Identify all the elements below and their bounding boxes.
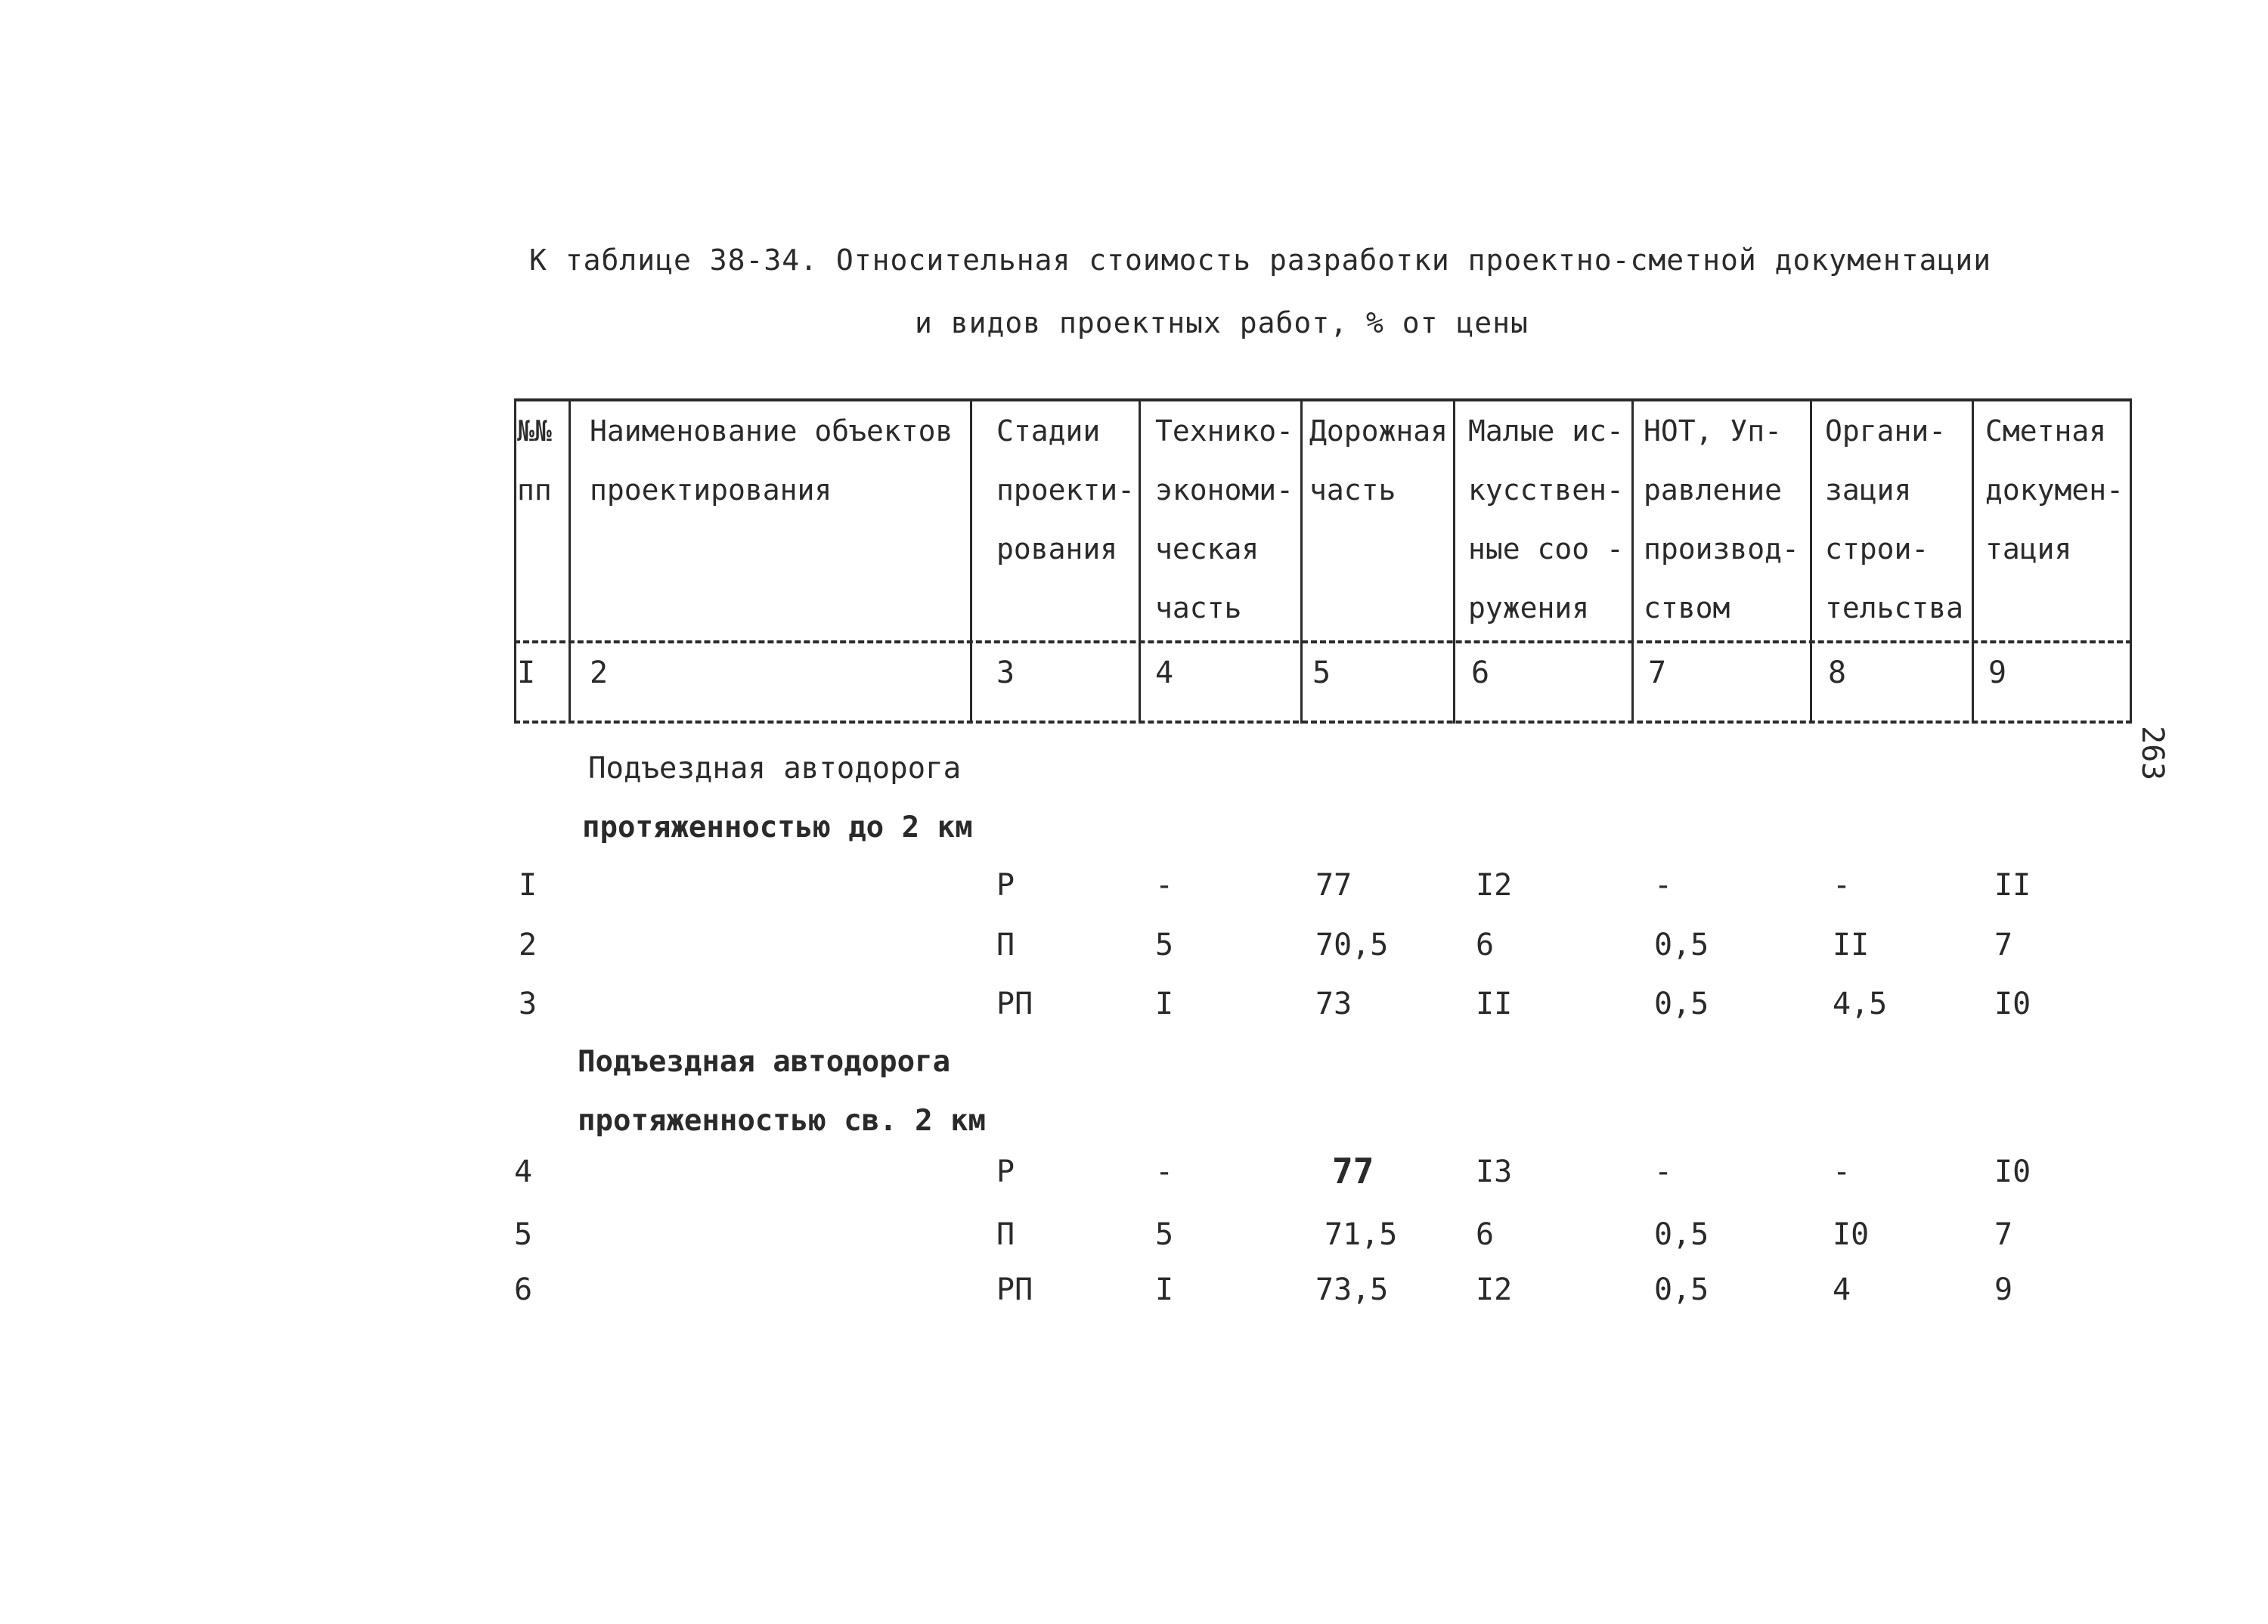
cell-stage: РП (996, 1272, 1033, 1307)
header-object-name: Наименование объектов проектирования (590, 414, 953, 507)
row-number: 3 (519, 987, 538, 1021)
cell-road: 73,5 (1315, 1272, 1389, 1307)
cell-management: 0,5 (1654, 987, 1709, 1021)
cell-management: 0,5 (1654, 1272, 1709, 1307)
col-rule (1139, 398, 1141, 724)
cell-stage: П (996, 928, 1015, 962)
table-caption-line-2: и видов проектных работ, % от цены (915, 306, 1529, 339)
header-small-structures: Малые ис- кусствен- ные соо - ружения (1468, 414, 1624, 624)
cell-road: 73 (1315, 987, 1352, 1021)
cell-estimate: I0 (1994, 987, 2031, 1021)
cell-structures: 6 (1476, 1217, 1495, 1252)
column-number: I (517, 655, 536, 690)
header-construction-organization: Органи- зация строи- тельства (1825, 414, 1964, 624)
cell-estimate: I0 (1994, 1154, 2031, 1189)
cell-stage: Р (996, 868, 1015, 903)
header-production-management: НОТ, Уп- равление производ- ством (1644, 414, 1799, 624)
cell-feasibility: I (1155, 1272, 1174, 1307)
cell-management: 0,5 (1654, 928, 1709, 962)
page-number: 263 (2135, 726, 2170, 781)
table-bottom-rule (514, 721, 2132, 724)
cell-structures: I2 (1476, 1272, 1513, 1307)
table-header (514, 398, 2132, 724)
cell-road: 77 (1315, 868, 1352, 903)
column-number: 2 (590, 655, 609, 690)
cell-organization: 4,5 (1833, 987, 1888, 1021)
cell-feasibility: 5 (1155, 1217, 1174, 1252)
cell-road: 77 (1332, 1151, 1374, 1192)
col-rule (1972, 398, 1974, 724)
cell-stage: Р (996, 1154, 1015, 1189)
cell-road: 70,5 (1315, 928, 1389, 962)
cell-organization: 4 (1833, 1272, 1851, 1307)
row-number: I (519, 868, 538, 903)
cell-structures: I3 (1476, 1154, 1513, 1189)
cell-organization: I0 (1833, 1217, 1870, 1252)
column-number: 8 (1828, 655, 1847, 690)
cell-management: 0,5 (1654, 1217, 1709, 1252)
column-number: 4 (1155, 655, 1174, 690)
cell-stage: РП (996, 987, 1033, 1021)
cell-feasibility: 5 (1155, 928, 1174, 962)
header-road-part: Дорожная часть (1309, 414, 1448, 507)
cell-feasibility: I (1155, 987, 1174, 1021)
cell-feasibility: - (1155, 1154, 1174, 1189)
col-rule (1300, 398, 1303, 724)
row-number: 5 (514, 1217, 533, 1252)
header-design-stage: Стадии проекти- рования (996, 414, 1136, 566)
column-number: 5 (1312, 655, 1331, 690)
group-title-line: Подъездная автодорога (588, 752, 962, 786)
col-rule (970, 398, 972, 724)
cell-estimate: 9 (1994, 1272, 2013, 1307)
cell-organization: - (1833, 1154, 1851, 1189)
col-rule (569, 398, 571, 724)
row-number: 6 (514, 1272, 533, 1307)
cell-structures: 6 (1476, 928, 1495, 962)
cell-management: - (1654, 1154, 1673, 1189)
table-caption-line-1: К таблице 38-34. Относительная стоимость разработки проектно-сметной документации (529, 243, 1992, 277)
cell-road: 71,5 (1325, 1217, 1398, 1252)
cell-structures: II (1476, 987, 1513, 1021)
col-rule (1810, 398, 1812, 724)
col-rule (514, 398, 516, 724)
cell-stage: П (996, 1217, 1015, 1252)
column-number: 6 (1471, 655, 1490, 690)
col-rule (2130, 398, 2132, 724)
header-feasibility: Технико- экономи- ческая часть (1155, 414, 1294, 624)
group-title-line: Подъездная автодорога (578, 1045, 951, 1079)
cell-estimate: II (1994, 868, 2031, 903)
header-number: №№ пп (517, 414, 552, 507)
group-title-line: протяженностью до 2 км (582, 810, 973, 845)
column-number: 7 (1648, 655, 1667, 690)
cell-feasibility: - (1155, 868, 1174, 903)
col-rule (1631, 398, 1634, 724)
table-header-divider (514, 640, 2132, 643)
row-number: 2 (519, 928, 538, 962)
cell-estimate: 7 (1994, 928, 2013, 962)
column-number: 9 (1988, 655, 2007, 690)
row-number: 4 (514, 1154, 533, 1189)
column-number: 3 (996, 655, 1015, 690)
cell-estimate: 7 (1994, 1217, 2013, 1252)
col-rule (1453, 398, 1455, 724)
cell-organization: - (1833, 868, 1851, 903)
cell-structures: I2 (1476, 868, 1513, 903)
group-title-line: протяженностью св. 2 км (578, 1104, 987, 1138)
header-estimate-documentation: Сметная докумен- тация (1985, 414, 2124, 566)
cell-organization: II (1833, 928, 1870, 962)
cell-management: - (1654, 868, 1673, 903)
